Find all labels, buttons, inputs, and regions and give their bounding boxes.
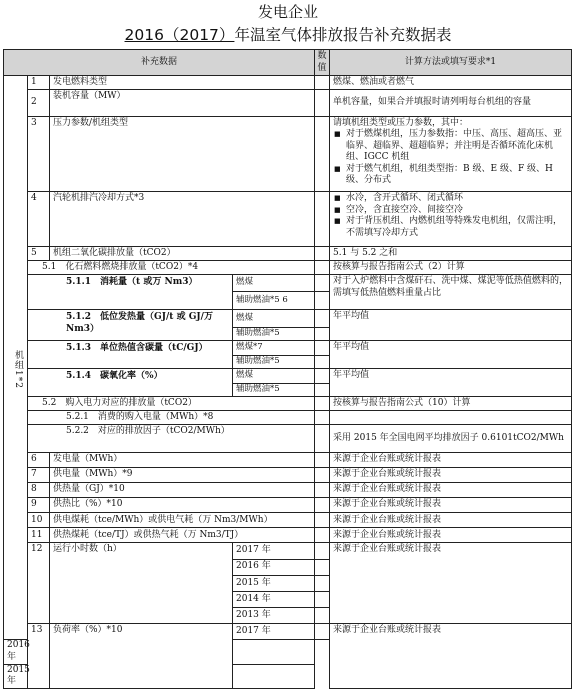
value-cell[interactable] <box>315 467 330 482</box>
year-label: 2015 年 <box>4 664 28 688</box>
value-cell[interactable] <box>315 275 330 292</box>
table-row <box>4 498 572 513</box>
method-cell: 年平均值 <box>330 340 572 368</box>
method-bullet: ■ 对于燃气机组，机组类型指：B 级、E 级、F 级、H 级、分布式 <box>346 164 568 187</box>
value-cell[interactable] <box>315 368 330 383</box>
fuel-label: 燃煤*7 <box>233 340 315 355</box>
value-cell[interactable] <box>233 640 315 664</box>
value-cell[interactable] <box>315 310 330 327</box>
table-row <box>4 260 572 274</box>
value-cell[interactable] <box>315 397 330 411</box>
year-label: 2016 年 <box>4 640 28 664</box>
value-cell[interactable] <box>315 608 330 624</box>
value-cell[interactable] <box>315 292 330 310</box>
method-cell: 来源于企业台账或统计报表 <box>330 452 572 467</box>
value-cell[interactable] <box>315 116 330 192</box>
header-value: 数值 <box>315 50 330 76</box>
method-cell <box>330 411 572 425</box>
row-number: 13 <box>28 624 50 689</box>
fuel-label: 燃煤 <box>233 310 315 327</box>
method-bullet: ■ 对于背压机组、内燃机组等特殊发电机组，仅需注明，不需填写冷却方式 <box>346 216 568 239</box>
row-number: 7 <box>28 467 50 482</box>
row-label: 发电燃料类型 <box>50 76 315 90</box>
value-cell[interactable] <box>315 246 330 260</box>
value-cell[interactable] <box>315 624 330 640</box>
value-cell[interactable] <box>315 327 330 340</box>
row-label: 5.1.2 低位发热量（GJ/t 或 GJ/万 Nm3） <box>28 310 233 340</box>
row-label: 5.1.3 单位热值含碳量（tC/GJ） <box>28 340 233 368</box>
value-cell[interactable] <box>233 664 315 688</box>
row-number: 2 <box>28 90 50 116</box>
value-cell[interactable] <box>315 425 330 452</box>
year-label: 2017 年 <box>233 543 315 559</box>
table-row <box>4 528 572 543</box>
value-cell[interactable] <box>315 543 330 559</box>
row-label: 5.2.1 消费的购入电量（MWh）*8 <box>28 411 315 425</box>
year-label: 2016 年 <box>233 559 315 575</box>
value-cell[interactable] <box>315 498 330 513</box>
supplementary-data-table <box>3 49 572 689</box>
value-cell[interactable] <box>315 528 330 543</box>
value-cell[interactable] <box>315 591 330 607</box>
row-label: 供热煤耗（tce/TJ）或供热气耗（万 Nm3/TJ） <box>50 528 315 543</box>
method-cell: 采用 2015 年全国电网平均排放因子 0.6101tCO2/MWh <box>330 425 572 452</box>
table-row <box>4 76 572 90</box>
row-label: 装机容量（MW） <box>50 90 315 116</box>
method-cell: 按核算与报告指南公式（2）计算 <box>330 260 572 274</box>
document-subtitle <box>0 23 576 45</box>
fuel-label: 辅助燃油*5 <box>233 355 315 368</box>
year-label: 2013 年 <box>233 608 315 624</box>
row-label: 5.1 化石燃料燃烧排放量（tCO2）*4 <box>28 260 315 274</box>
table-row <box>4 246 572 260</box>
value-cell[interactable] <box>315 575 330 591</box>
table-row <box>4 482 572 497</box>
fuel-label: 燃煤 <box>233 275 315 292</box>
row-label: 5.2.2 对应的排放因子（tCO2/MWh） <box>28 425 315 452</box>
value-cell[interactable] <box>315 192 330 247</box>
row-number: 3 <box>28 116 50 192</box>
method-cell <box>330 116 572 192</box>
method-bullet: ■ 空冷，含直接空冷、间接空冷 <box>346 205 568 217</box>
method-cell: 按核算与报告指南公式（10）计算 <box>330 397 572 411</box>
table-row <box>4 275 572 292</box>
year-label: 2014 年 <box>233 591 315 607</box>
table-row <box>4 368 572 383</box>
method-cell: 来源于企业台账或统计报表 <box>330 624 572 689</box>
fuel-label: 辅助燃油*5 6 <box>233 292 315 310</box>
value-cell[interactable] <box>315 411 330 425</box>
table-row <box>4 411 572 425</box>
method-cell: 来源于企业台账或统计报表 <box>330 528 572 543</box>
year-label: 2015 年 <box>233 575 315 591</box>
method-cell <box>330 192 572 247</box>
row-label: 5.2 购入电力对应的排放量（tCO2） <box>28 397 315 411</box>
table-row <box>4 340 572 355</box>
header-data: 补充数据 <box>4 50 315 76</box>
method-bullet: ■ 水冷，含开式循环、闭式循环 <box>346 193 568 205</box>
table-row <box>4 513 572 528</box>
value-cell[interactable] <box>315 355 330 368</box>
fuel-label: 燃煤 <box>233 368 315 383</box>
method-cell: 来源于企业台账或统计报表 <box>330 498 572 513</box>
table-row <box>4 192 572 247</box>
row-label: 5.1.4 碳氧化率（%） <box>28 368 233 396</box>
table-row <box>4 467 572 482</box>
method-cell: 单机容量，如果合并填报时请列明每台机组的容量 <box>330 90 572 116</box>
row-label: 供电煤耗（tce/MWh）或供电气耗（万 Nm3/MWh） <box>50 513 315 528</box>
value-cell[interactable] <box>315 452 330 467</box>
row-number: 10 <box>28 513 50 528</box>
row-number: 6 <box>28 452 50 467</box>
row-label: 机组二氧化碳排放量（tCO2） <box>50 246 315 260</box>
row-label: 供热比（%）*10 <box>50 498 315 513</box>
value-cell[interactable] <box>315 76 330 90</box>
row-label: 压力参数/机组类型 <box>50 116 315 192</box>
year-label: 2017 年 <box>233 624 315 640</box>
row-number: 12 <box>28 543 50 624</box>
table-row <box>4 310 572 327</box>
table-row <box>4 543 572 559</box>
row-label: 运行小时数（h） <box>50 543 233 624</box>
row-label: 供电量（MWh）*9 <box>50 467 315 482</box>
report-year: 2016（2017） <box>124 26 235 44</box>
method-cell: 来源于企业台账或统计报表 <box>330 482 572 497</box>
value-cell[interactable] <box>315 340 330 355</box>
value-cell[interactable] <box>315 482 330 497</box>
row-number: 8 <box>28 482 50 497</box>
row-label: 发电量（MWh） <box>50 452 315 467</box>
method-cell: 对于入炉燃料中含煤矸石、洗中煤、煤泥等低热值燃料的，需填写低热值燃料重量占比 <box>330 275 572 310</box>
method-intro: 请填机组类型或压力参数，其中： <box>333 117 469 128</box>
row-number: 9 <box>28 498 50 513</box>
table-header-row <box>4 50 572 76</box>
fuel-label: 辅助燃油*5 <box>233 327 315 340</box>
row-label: 供热量（GJ）*10 <box>50 482 315 497</box>
method-cell: 来源于企业台账或统计报表 <box>330 543 572 624</box>
value-cell[interactable] <box>315 90 330 116</box>
table-row <box>4 452 572 467</box>
row-number: 1 <box>28 76 50 90</box>
table-row <box>4 116 572 192</box>
method-bullet: ■ 对于燃煤机组，压力参数指：中压、高压、超高压、亚临界、超临界、超超临界；并注明是否循环流化床机组、IGCC 机组 <box>346 129 568 164</box>
method-cell: 5.1 与 5.2 之和 <box>330 246 572 260</box>
method-cell: 来源于企业台账或统计报表 <box>330 467 572 482</box>
table-row <box>4 397 572 411</box>
value-cell[interactable] <box>315 513 330 528</box>
row-label: 负荷率（%）*10 <box>50 624 233 689</box>
method-cell: 来源于企业台账或统计报表 <box>330 513 572 528</box>
row-number: 4 <box>28 192 50 247</box>
document-title: 发电企业 <box>257 3 318 21</box>
method-cell: 年平均值 <box>330 310 572 340</box>
row-label: 5.1.1 消耗量（t 或万 Nm3） <box>28 275 233 310</box>
row-label: 汽轮机排汽冷却方式*3 <box>50 192 315 247</box>
value-cell[interactable] <box>315 384 330 397</box>
table-row <box>4 624 572 640</box>
value-cell[interactable] <box>315 260 330 274</box>
unit-label: 机组1*2 <box>4 76 28 640</box>
row-number: 11 <box>28 528 50 543</box>
table-row <box>4 90 572 116</box>
fuel-label: 辅助燃油*5 <box>233 384 315 397</box>
table-row <box>4 425 572 452</box>
value-cell[interactable] <box>315 559 330 575</box>
row-number: 5 <box>28 246 50 260</box>
method-cell: 燃煤、燃油或者燃气 <box>330 76 572 90</box>
method-cell: 年平均值 <box>330 368 572 396</box>
header-method: 计算方法或填写要求*1 <box>330 50 572 76</box>
subtitle-rest: 年温室气体排放报告补充数据表 <box>234 26 452 44</box>
